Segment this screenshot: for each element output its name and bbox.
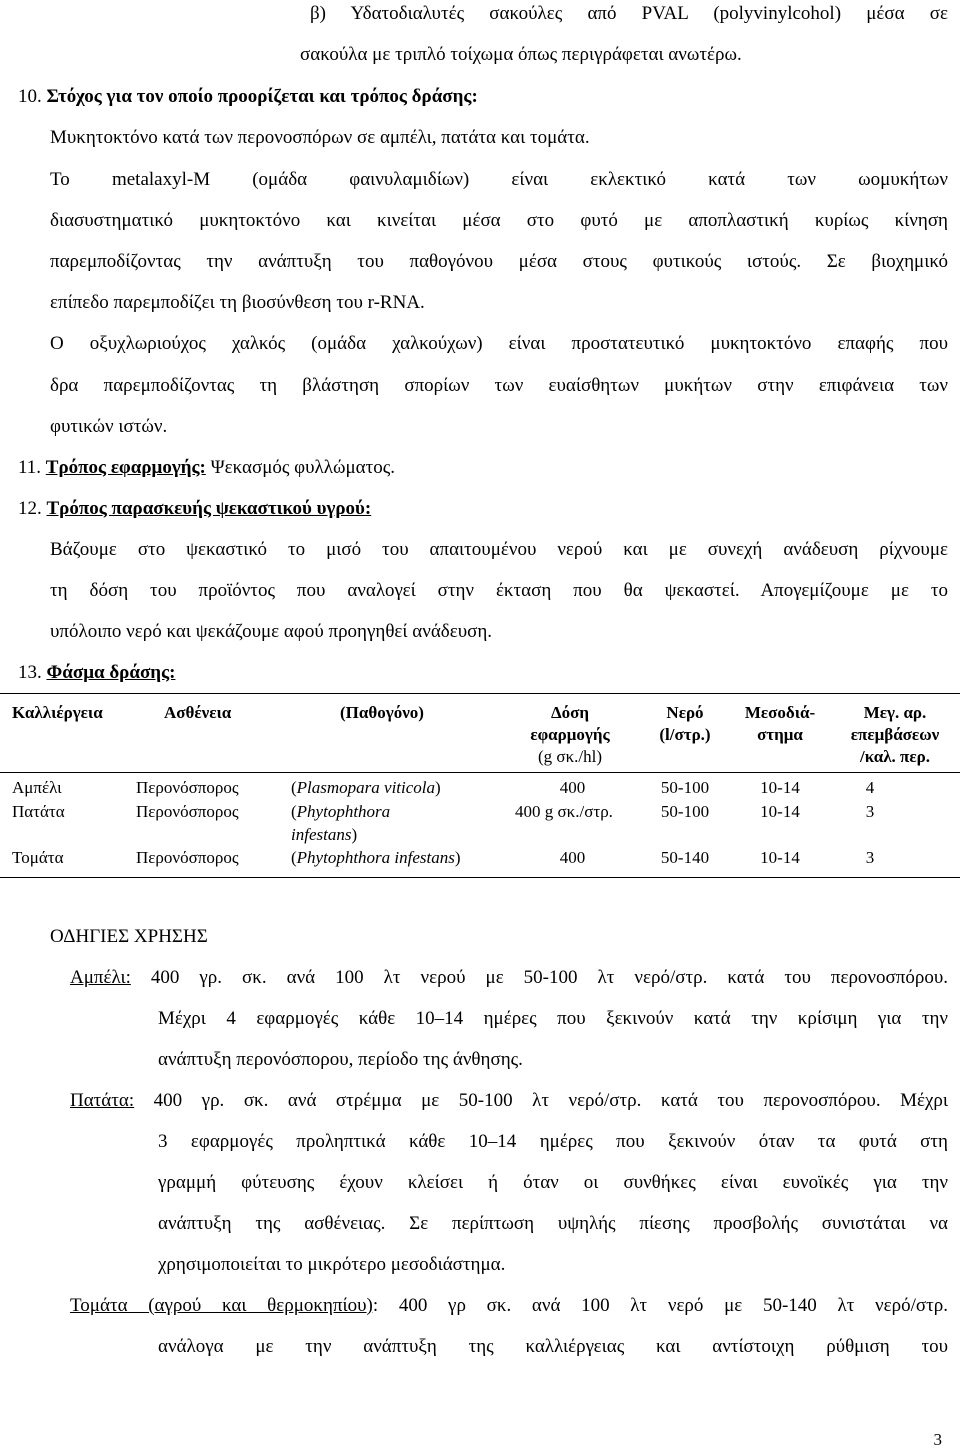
header-water-2: (l/στρ.) bbox=[659, 725, 711, 744]
potato-line: 3 εφαρμογές προληπτικά κάθε 10–14 ημέρες που ξεκινούν όταν τα φυτά στη bbox=[158, 1131, 948, 1152]
header-dose-1: Δόση bbox=[550, 703, 590, 722]
tomato-line: ανάλογα με την ανάπτυξη της καλλιέργειας και αντίστοιχη ρύθμιση του bbox=[158, 1336, 948, 1357]
row-interval: 10-14 bbox=[760, 802, 800, 821]
row-dose: 400 g σκ./στρ. bbox=[515, 802, 613, 821]
section-10-paragraph-1-line: διασυστηματικό μυκητοκτόνο και κινείται μέσα στο φυτό με αποπλαστική κυρίως κίνηση bbox=[50, 210, 948, 231]
row-max-apps: 3 bbox=[865, 848, 875, 867]
vine-line-1: Αμπέλι: 400 γρ. σκ. ανά 100 λτ νερού με 50-100 λτ νερό/στρ. κατά του περονοσπόρου. bbox=[70, 967, 948, 988]
row-interval: 10-14 bbox=[760, 848, 800, 867]
instructions-title: ΟΔΗΓΙΕΣ ΧΡΗΣΗΣ bbox=[50, 926, 208, 947]
section-11-number: 11. bbox=[18, 457, 42, 478]
section-11-title: Τρόπος εφαρμογής: bbox=[45, 457, 206, 478]
header-max-apps-3: /καλ. περ. bbox=[860, 747, 930, 766]
row-dose: 400 bbox=[559, 848, 586, 867]
section-13-title: Φάσμα δράσης: bbox=[46, 662, 176, 683]
spectrum-table bbox=[0, 693, 960, 878]
header-water-1: Νερό bbox=[666, 703, 704, 722]
header-dose-2: εφαρμογής bbox=[530, 725, 610, 744]
header-dose-3: (g σκ./hl) bbox=[538, 747, 602, 766]
vine-line: Μέχρι 4 εφαρμογές κάθε 10–14 ημέρες που ξεκινούν κατά την κρίσιμη για την bbox=[158, 1008, 948, 1029]
section-12-number: 12. bbox=[18, 498, 42, 519]
section-10-number: 10. bbox=[18, 86, 42, 107]
section-10-paragraph-2-line: δρα παρεμποδίζοντας τη βλάστηση σπορίων των ευαίσθητων μυκήτων στην επιφάνεια των bbox=[50, 375, 948, 396]
row-crop: Πατάτα bbox=[12, 802, 65, 821]
section-11 bbox=[18, 457, 395, 479]
potato-line: χρησιμοποιείται το μικρότερο μεσοδιάστημα. bbox=[158, 1254, 506, 1275]
table-header-rule bbox=[0, 772, 960, 773]
header-pathogen: (Παθογόνο) bbox=[340, 703, 424, 722]
table-top-rule bbox=[0, 693, 960, 694]
section-12-line: Βάζουμε στο ψεκαστικό το μισό του απαιτουμένου νερού και με συνεχή ανάδευση ρίχνουμε bbox=[50, 539, 948, 560]
row-disease: Περονόσπορος bbox=[136, 778, 239, 797]
section-10-paragraph-1-line: παρεμποδίζοντας την ανάπτυξη του παθογόνου μέσα στους φυτικούς ιστούς. Σε βιοχημικό bbox=[50, 251, 948, 272]
row-water: 50-100 bbox=[660, 802, 710, 821]
section-10-heading bbox=[18, 86, 478, 108]
row-disease: Περονόσπορος bbox=[136, 802, 239, 821]
header-max-apps-2: επεμβάσεων bbox=[850, 725, 940, 744]
potato-line-1: Πατάτα: 400 γρ. σκ. ανά στρέμμα με 50-100 λτ νερό/στρ. κατά του περονοσπόρου. Μέχρι bbox=[70, 1090, 948, 1111]
vine-line: ανάπτυξη περονόσπορου, περίοδο της άνθησης. bbox=[158, 1049, 523, 1070]
beta-line-2: σακούλα με τριπλό τοίχωμα όπως περιγράφεται ανωτέρω. bbox=[300, 44, 742, 65]
row-crop: Αμπέλι bbox=[12, 778, 62, 797]
row-pathogen: (Phytophthora infestans) bbox=[291, 848, 461, 867]
header-interval-1: Μεσοδιά- bbox=[744, 703, 816, 722]
section-13-number: 13. bbox=[18, 662, 42, 683]
vine-label: Αμπέλι: bbox=[70, 967, 131, 988]
section-10-title: Στόχος για τον οποίο προορίζεται και τρόπος δράσης: bbox=[46, 86, 478, 107]
section-11-text: Ψεκασμός φυλλώματος. bbox=[205, 457, 396, 478]
tomato-label: Τομάτα (αγρού και θερμοκηπίου) bbox=[70, 1295, 373, 1316]
section-10-paragraph-2-line: φυτικών ιστών. bbox=[50, 416, 168, 437]
section-10-paragraph-1-line: επίπεδο παρεμποδίζει τη βιοσύνθεση του r-RNA. bbox=[50, 292, 425, 313]
row-disease: Περονόσπορος bbox=[136, 848, 239, 867]
table-bottom-rule bbox=[0, 877, 960, 878]
row-crop: Τομάτα bbox=[12, 848, 64, 867]
section-12-heading bbox=[18, 498, 371, 520]
row-pathogen-line-2: infestans) bbox=[291, 825, 358, 844]
section-10-paragraph-2-line: Ο οξυχλωριούχος χαλκός (ομάδα χαλκούχων) είναι προστατευτικό μυκητοκτόνο επαφής που bbox=[50, 333, 948, 354]
header-interval-2: στημα bbox=[757, 725, 803, 744]
row-pathogen: (Phytophthora bbox=[291, 802, 391, 821]
tomato-line-1: Τομάτα (αγρού και θερμοκηπίου): 400 γρ σκ. ανά 100 λτ νερό με 50-140 λτ νερό/στρ. bbox=[70, 1295, 948, 1316]
section-10-line-1: Μυκητοκτόνο κατά των περονοσπόρων σε αμπέλι, πατάτα και τομάτα. bbox=[50, 127, 590, 148]
row-dose: 400 bbox=[559, 778, 586, 797]
section-13-heading bbox=[18, 662, 175, 684]
section-12-line: υπόλοιπο νερό και ψεκάζουμε αφού προηγηθεί ανάδευση. bbox=[50, 621, 493, 642]
section-12-line: τη δόση του προϊόντος που αναλογεί στην έκταση που θα ψεκαστεί. Απογεμίζουμε με το bbox=[50, 580, 948, 601]
row-water: 50-100 bbox=[660, 778, 710, 797]
section-10-paragraph-1-line: Το metalaxyl-M (ομάδα φαινυλαμιδίων) είναι εκλεκτικό κατά των ωομυκήτων bbox=[50, 169, 948, 190]
row-pathogen: (Plasmopara viticola) bbox=[291, 778, 441, 797]
potato-line: ανάπτυξη της ασθένειας. Σε περίπτωση υψηλής πίεσης προσβολής συνιστάται να bbox=[158, 1213, 948, 1234]
row-water: 50-140 bbox=[660, 848, 710, 867]
potato-label: Πατάτα: bbox=[70, 1090, 135, 1111]
header-crop: Καλλιέργεια bbox=[12, 703, 103, 722]
header-disease: Ασθένεια bbox=[164, 703, 232, 722]
section-12-title: Τρόπος παρασκευής ψεκαστικού υγρού: bbox=[46, 498, 372, 519]
row-interval: 10-14 bbox=[760, 778, 800, 797]
row-max-apps: 3 bbox=[865, 802, 875, 821]
row-max-apps: 4 bbox=[865, 778, 875, 797]
page-number: 3 bbox=[933, 1430, 942, 1449]
potato-line: γραμμή φύτευσης έχουν κλείσει ή όταν οι συνθήκες είναι ευνοϊκές για την bbox=[158, 1172, 948, 1193]
beta-line-1: β) Υδατοδιαλυτές σακούλες από PVAL (polyvinylcohol) μέσα σε bbox=[310, 3, 948, 24]
header-max-apps-1: Μεγ. αρ. bbox=[863, 703, 927, 722]
